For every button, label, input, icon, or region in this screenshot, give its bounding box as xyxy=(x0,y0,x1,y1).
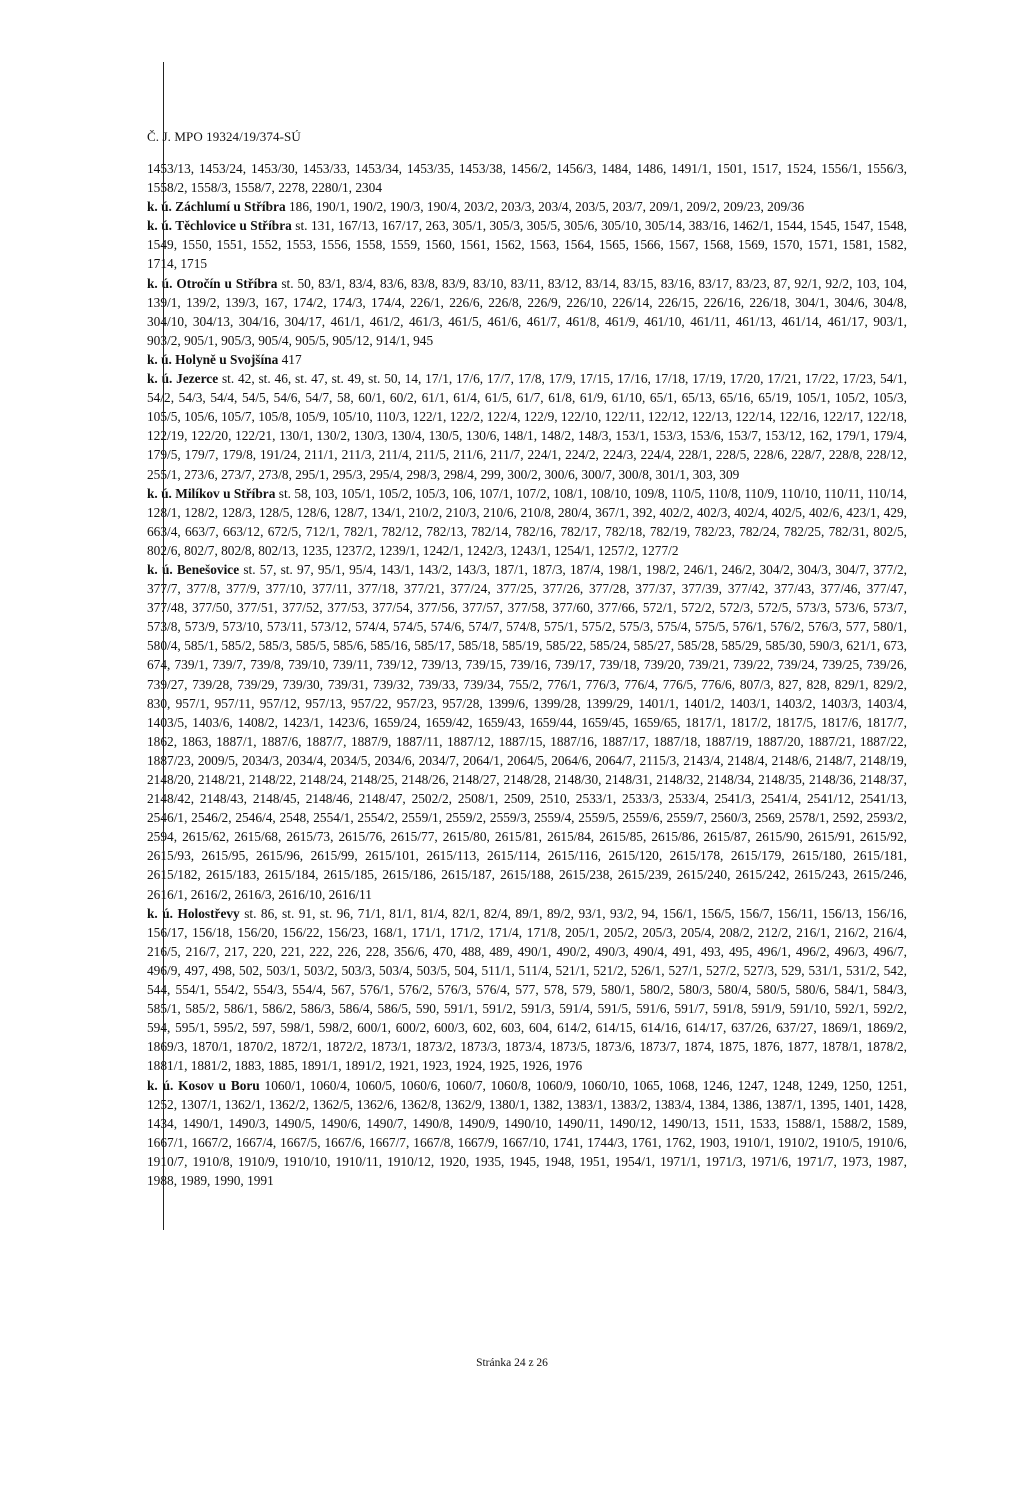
parcel-list xyxy=(147,159,907,1190)
cadastral-area-label: k. ú. Holyně u Svojšína xyxy=(147,351,279,367)
parcel-numbers: st. 42, st. 46, st. 47, st. 49, st. 50, 14, 17/1, 17/6, 17/7, 17/8, 17/9, 17/15, 17/16, 17/18, 17/19, 17/20, 17/21, 17/22, 17/23, 54/1, 54/2, 54/3, 54/4, 54/5, 54/6, 54/7, 58, 60/1, 60/2, 61/1, 61/4, 61/5, 61/7, 61/8, 61/9, 61/10, 65/1, 65/13, 65/16, 65/19, 105/1, 105/2, 105/3, 105/5, 105/6, 105/7, 105/8, 105/9, 105/10, 110/3, 122/1, 122/2, 122/4, 122/9, 122/10, 122/11, 122/12, 122/13, 122/14, 122/16, 122/17, 122/18, 122/19, 122/20, 122/21, 130/1, 130/2, 130/3, 130/4, 130/5, 130/6, 148/1, 148/2, 148/3, 153/1, 153/3, 153/6, 153/7, 153/12, 162, 179/1, 179/4, 179/5, 179/7, 179/8, 191/24, 211/1, 211/3, 211/4, 211/5, 211/6, 211/7, 224/1, 224/2, 224/3, 224/4, 228/1, 228/5, 228/6, 228/7, 228/8, 228/12, 255/1, 273/6, 273/7, 273/8, 295/1, 295/3, 295/4, 298/3, 298/4, 299, 300/2, 300/6, 300/7, 300/8, 301/1, 303, 309 xyxy=(147,371,908,482)
cadastral-area-label: k. ú. Těchlovice u Stříbra xyxy=(147,218,292,234)
paragraph-4 xyxy=(147,350,907,369)
parcel-numbers: st. 57, st. 97, 95/1, 95/4, 143/1, 143/2, 143/3, 187/1, 187/3, 187/4, 198/1, 198/2, 246/1, 246/2, 304/2, 304/3, 304/7, 377/2, 377/7, 377/8, 377/9, 377/10, 377/11, 377/18, 377/21, 377/24, 377/25, 377/26, 377/28, 377/37, 377/39, 377/42, 377/43, 377/46, 377/47, 377/48, 377/50, 377/51, 377/52, 377/53, 377/54, 377/56, 377/57, 377/58, 377/60, 377/66, 572/1, 572/2, 572/3, 572/5, 573/3, 573/6, 573/7, 573/8, 573/9, 573/10, 573/11, 573/12, 574/4, 574/5, 574/6, 574/7, 574/8, 575/1, 575/2, 575/3, 575/4, 575/5, 576/1, 576/2, 576/3, 577, 580/1, 580/4, 585/1, 585/2, 585/3, 585/5, 585/6, 585/16, 585/17, 585/18, 585/19, 585/22, 585/24, 585/27, 585/28, 585/29, 585/30, 590/3, 621/1, 673, 674, 739/1, 739/7, 739/8, 739/10, 739/11, 739/12, 739/13, 739/15, 739/16, 739/17, 739/18, 739/20, 739/21, 739/22, 739/24, 739/25, 739/26, 739/27, 739/28, 739/29, 739/30, 739/31, 739/32, 739/33, 739/34, 755/2, 776/1, 776/3, 776/4, 776/5, 776/6, 807/3, 827, 828, 829/1, 829/2, 830, 957/1, 957/11, 957/12, 957/13, 957/22, 957/23, 957/28, 1399/6, 1399/28, 1399/29, 1401/1, 1401/2, 1403/1, 1403/2, 1403/3, 1403/4, 1403/5, 1403/6, 1408/2, 1423/1, 1423/6, 1659/24, 1659/42, 1659/43, 1659/44, 1659/45, 1659/65, 1817/1, 1817/2, 1817/5, 1817/6, 1817/7, 1862, 1863, 1887/1, 1887/6, 1887/7, 1887/9, 1887/11, 1887/12, 1887/15, 1887/16, 1887/17, 1887/18, 1887/19, 1887/20, 1887/21, 1887/22, 1887/23, 2009/5, 2034/3, 2034/4, 2034/5, 2034/6, 2034/7, 2064/1, 2064/5, 2064/6, 2064/7, 2115/3, 2143/4, 2148/4, 2148/6, 2148/7, 2148/19, 2148/20, 2148/21, 2148/22, 2148/24, 2148/25, 2148/26, 2148/27, 2148/28, 2148/30, 2148/31, 2148/32, 2148/34, 2148/35, 2148/36, 2148/37, 2148/42, 2148/43, 2148/45, 2148/46, 2148/47, 2502/2, 2508/1, 2509, 2510, 2533/1, 2533/3, 2533/4, 2541/3, 2541/4, 2541/12, 2541/13, 2546/1, 2546/2, 2546/4, 2548, 2554/1, 2554/2, 2559/1, 2559/2, 2559/3, 2559/4, 2559/5, 2559/6, 2559/7, 2560/3, 2569, 2578/1, 2592, 2593/2, 2594, 2615/62, 2615/68, 2615/73, 2615/76, 2615/77, 2615/80, 2615/81, 2615/84, 2615/85, 2615/86, 2615/87, 2615/90, 2615/91, 2615/92, 2615/93, 2615/95, 2615/96, 2615/99, 2615/101, 2615/113, 2615/114, 2615/116, 2615/120, 2615/178, 2615/179, 2615/180, 2615/181, 2615/182, 2615/183, 2615/184, 2615/185, 2615/186, 2615/187, 2615/188, 2615/238, 2615/239, 2615/240, 2615/242, 2615/243, 2615/246, 2616/1, 2616/2, 2616/3, 2616/10, 2616/11 xyxy=(147,561,907,902)
paragraph-6 xyxy=(147,484,907,560)
cadastral-area-label: k. ú. Záchlumí u Stříbra xyxy=(147,199,286,215)
paragraph-0 xyxy=(147,159,907,197)
cadastral-area-label: k. ú. Jezerce xyxy=(147,371,219,387)
paragraph-2 xyxy=(147,216,907,273)
parcel-numbers: 186, 190/1, 190/2, 190/3, 190/4, 203/2, 203/3, 203/4, 203/5, 203/7, 209/1, 209/2, 209/23, 209/36 xyxy=(285,199,805,215)
paragraph-3 xyxy=(147,274,907,350)
cadastral-area-label: k. ú. Milíkov u Stříbra xyxy=(147,485,276,501)
document-reference: Č. J. MPO 19324/19/374-SÚ xyxy=(147,129,301,144)
paragraph-8 xyxy=(147,904,907,1076)
parcel-numbers: 417 xyxy=(278,351,302,367)
parcel-numbers: st. 58, 103, 105/1, 105/2, 105/3, 106, 107/1, 107/2, 108/1, 108/10, 109/8, 110/5, 110/8, 110/9, 110/10, 110/11, 110/14, 128/1, 128/2, 128/3, 128/5, 128/6, 128/7, 134/1, 210/2, 210/3, 210/6, 210/8, 280/4, 367/1, 392, 402/2, 402/3, 402/4, 402/5, 402/6, 423/1, 429, 663/4, 663/7, 663/12, 672/5, 712/1, 782/1, 782/12, 782/13, 782/14, 782/16, 782/17, 782/18, 782/19, 782/23, 782/24, 782/25, 782/31, 802/5, 802/6, 802/7, 802/8, 802/13, 1235, 1237/2, 1239/1, 1242/1, 1242/3, 1243/1, 1254/1, 1257/2, 1277/2 xyxy=(147,485,907,558)
parcel-numbers: st. 50, 83/1, 83/4, 83/6, 83/8, 83/9, 83/10, 83/11, 83/12, 83/14, 83/15, 83/16, 83/17, 83/23, 87, 92/1, 92/2, 103, 104, 139/1, 139/2, 139/3, 167, 174/2, 174/3, 174/4, 226/1, 226/6, 226/8, 226/9, 226/10, 226/14, 226/15, 226/16, 226/18, 304/1, 304/6, 304/8, 304/10, 304/13, 304/16, 304/17, 461/1, 461/2, 461/3, 461/5, 461/6, 461/7, 461/8, 461/9, 461/10, 461/11, 461/13, 461/14, 461/17, 903/1, 903/2, 905/1, 905/3, 905/4, 905/5, 905/12, 914/1, 945 xyxy=(147,275,907,348)
cadastral-area-label: k. ú. Kosov u Boru xyxy=(147,1077,260,1093)
parcel-numbers: st. 86, st. 91, st. 96, 71/1, 81/1, 81/4, 82/1, 82/4, 89/1, 89/2, 93/1, 93/2, 94, 156/1, 156/5, 156/7, 156/11, 156/13, 156/16, 156/17, 156/18, 156/20, 156/22, 156/23, 168/1, 171/1, 171/2, 171/4, 171/8, 205/1, 205/2, 205/3, 205/4, 208/2, 212/2, 216/1, 216/2, 216/4, 216/5, 216/7, 217, 220, 221, 222, 226, 228, 356/6, 470, 488, 489, 490/1, 490/2, 490/3, 490/4, 491, 493, 495, 496/1, 496/2, 496/3, 496/7, 496/9, 497, 498, 502, 503/1, 503/2, 503/3, 503/4, 503/5, 504, 511/1, 511/4, 521/1, 521/2, 526/1, 527/1, 527/2, 527/3, 529, 531/1, 531/2, 542, 544, 554/1, 554/2, 554/3, 554/4, 567, 576/1, 576/2, 576/3, 576/4, 577, 578, 579, 580/1, 580/2, 580/3, 580/4, 580/5, 580/6, 584/1, 584/3, 585/1, 585/2, 586/1, 586/2, 586/3, 586/4, 586/5, 590, 591/1, 591/2, 591/3, 591/4, 591/5, 591/6, 591/7, 591/8, 591/9, 591/10, 592/1, 592/2, 594, 595/1, 595/2, 597, 598/1, 598/2, 600/1, 600/2, 600/3, 602, 603, 604, 614/2, 614/15, 614/16, 614/17, 637/26, 637/27, 1869/1, 1869/2, 1869/3, 1870/1, 1870/2, 1872/1, 1872/2, 1873/1, 1873/2, 1873/3, 1873/4, 1873/5, 1873/6, 1873/7, 1874, 1875, 1876, 1877, 1878/1, 1878/2, 1881/1, 1881/2, 1883, 1885, 1891/1, 1891/2, 1921, 1923, 1924, 1925, 1926, 1976 xyxy=(147,905,907,1074)
paragraph-9 xyxy=(147,1076,907,1191)
parcel-numbers: 1453/13, 1453/24, 1453/30, 1453/33, 1453/34, 1453/35, 1453/38, 1456/2, 1456/3, 1484, 1486, 1491/1, 1501, 1517, 1524, 1556/1, 1556/3, 1558/2, 1558/3, 1558/7, 2278, 2280/1, 2304 xyxy=(147,161,907,196)
cadastral-area-label: k. ú. Otročín u Stříbra xyxy=(147,275,278,291)
paragraph-1 xyxy=(147,197,907,216)
parcel-numbers: st. 131, 167/13, 167/17, 263, 305/1, 305/3, 305/5, 305/6, 305/10, 305/14, 383/16, 1462/1, 1544, 1545, 1547, 1548, 1549, 1550, 1551, 1552, 1553, 1556, 1558, 1559, 1560, 1561, 1562, 1563, 1564, 1565, 1566, 1567, 1568, 1569, 1570, 1571, 1581, 1582, 1714, 1715 xyxy=(147,218,907,272)
paragraph-7 xyxy=(147,560,907,904)
cadastral-area-label: k. ú. Benešovice xyxy=(147,561,240,577)
paragraph-5 xyxy=(147,369,907,484)
parcel-numbers: 1060/1, 1060/4, 1060/5, 1060/6, 1060/7, 1060/8, 1060/9, 1060/10, 1065, 1068, 1246, 1247, 1248, 1249, 1250, 1251, 1252, 1307/1, 1362/1, 1362/2, 1362/5, 1362/6, 1362/8, 1362/9, 1380/1, 1382, 1383/1, 1383/2, 1383/4, 1384, 1386, 1387/1, 1395, 1401, 1428, 1434, 1490/1, 1490/3, 1490/5, 1490/6, 1490/7, 1490/8, 1490/9, 1490/10, 1490/11, 1490/12, 1490/13, 1511, 1533, 1588/1, 1588/2, 1589, 1667/1, 1667/2, 1667/4, 1667/5, 1667/6, 1667/7, 1667/8, 1667/9, 1667/10, 1741, 1744/3, 1761, 1762, 1903, 1910/1, 1910/2, 1910/5, 1910/6, 1910/7, 1910/8, 1910/9, 1910/10, 1910/11, 1910/12, 1920, 1935, 1945, 1948, 1951, 1954/1, 1971/1, 1971/3, 1971/6, 1971/7, 1973, 1987, 1988, 1989, 1990, 1991 xyxy=(147,1077,907,1188)
page-number: Stránka 24 z 26 xyxy=(476,1357,548,1369)
cadastral-area-label: k. ú. Holostřevy xyxy=(147,905,240,921)
